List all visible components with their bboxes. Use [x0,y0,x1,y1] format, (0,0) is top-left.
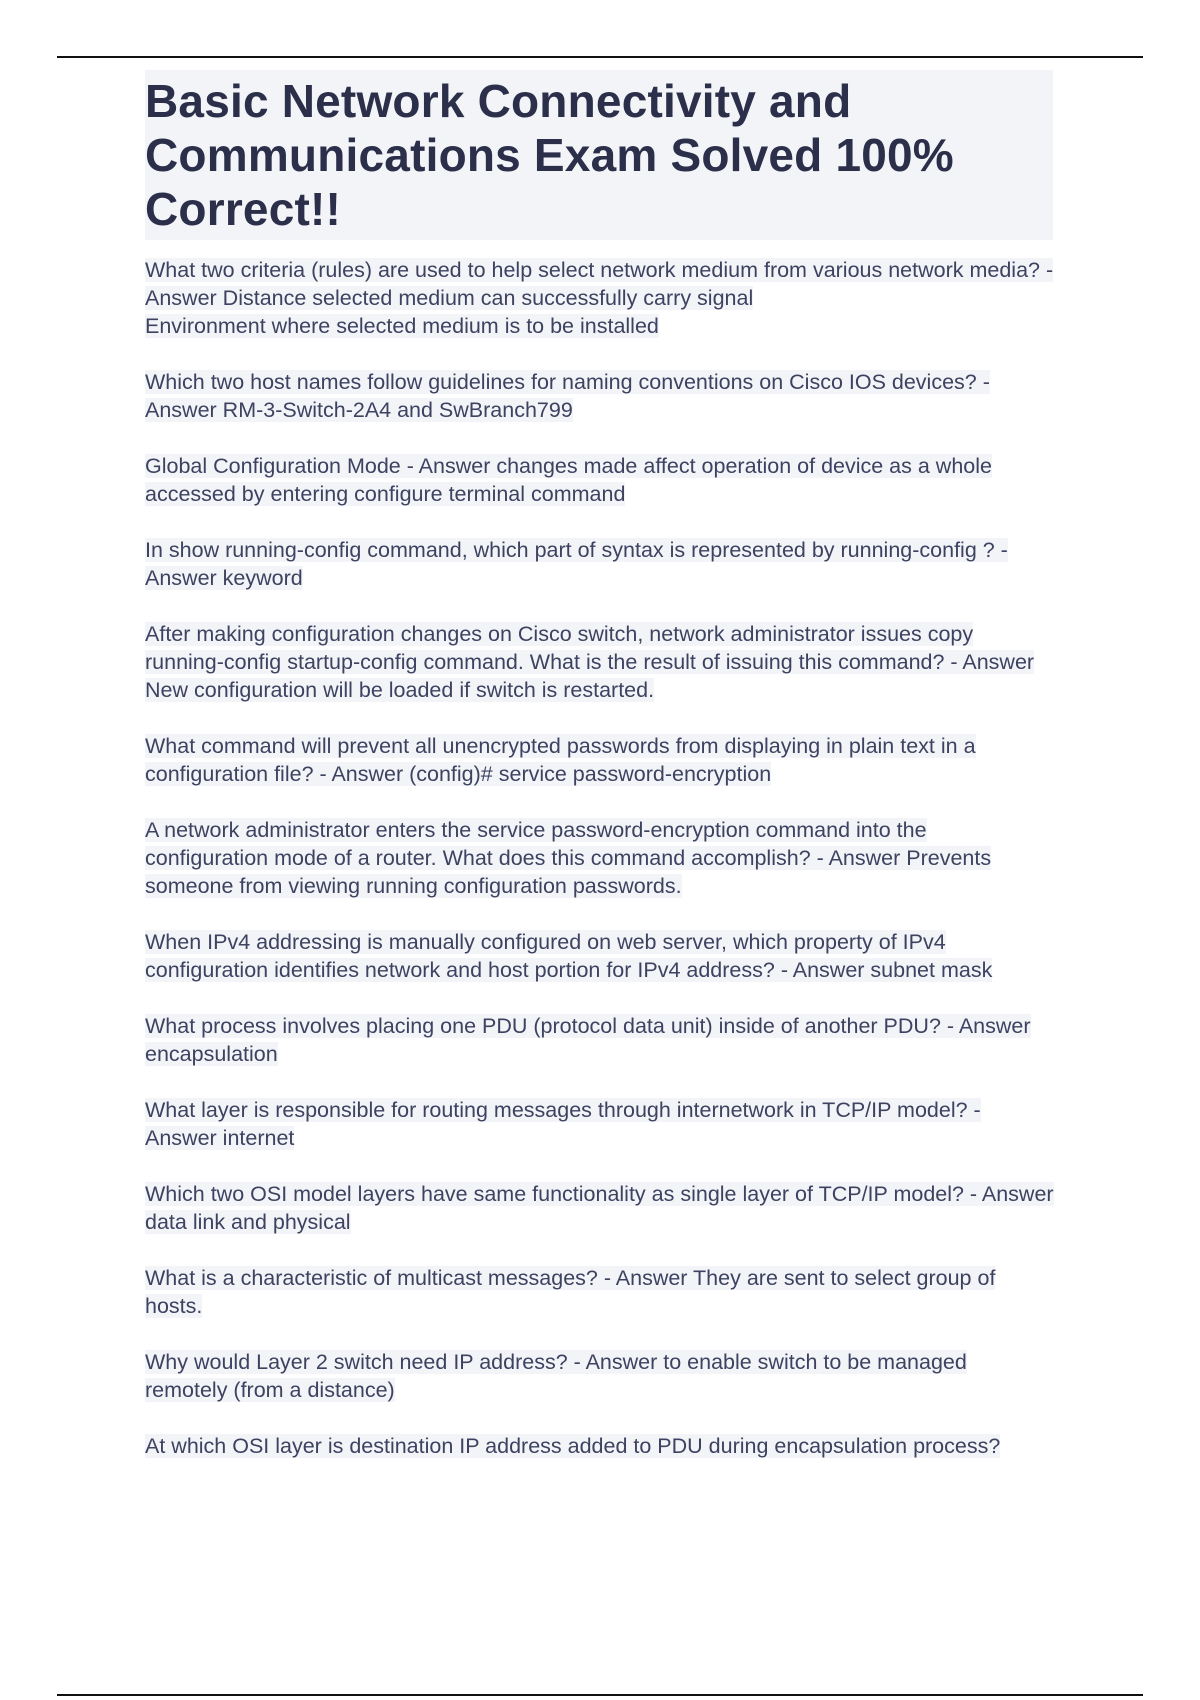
qa-item: Which two host names follow guidelines for naming conventions on Cisco IOS devices? - Answer RM-3-Switch-2A4 and SwBranch799 [145,370,990,422]
qa-item: Global Configuration Mode - Answer changes made affect operation of device as a whole accessed by entering configure terminal command [145,454,992,506]
top-rule [57,56,1143,58]
qa-item: Why would Layer 2 switch need IP address? - Answer to enable switch to be managed remotely (from a distance) [145,1350,967,1402]
qa-item: What layer is responsible for routing messages through internetwork in TCP/IP model? - Answer internet [145,1098,981,1150]
qa-item: At which OSI layer is destination IP address added to PDU during encapsulation process? [145,1434,1001,1458]
qa-item: Which two OSI model layers have same functionality as single layer of TCP/IP model? - Answer data link and physical [145,1182,1054,1234]
document-title: Basic Network Connectivity and Communications Exam Solved 100% Correct!! [145,75,954,235]
qa-item: After making configuration changes on Cisco switch, network administrator issues copy running-config startup-config command. What is the result of issuing this command? - Answer New configuration will be loaded if switch is restarted. [145,622,1035,702]
qa-item: In show running-config command, which part of syntax is represented by running-config ? - Answer keyword [145,538,1008,590]
qa-item: What process involves placing one PDU (protocol data unit) inside of another PDU? - Answer encapsulation [145,1014,1031,1066]
bottom-rule [57,1694,1143,1696]
title-block [145,70,1053,240]
qa-item: What is a characteristic of multicast messages? - Answer They are sent to select group of hosts. [145,1266,996,1318]
qa-list [145,256,1055,1460]
qa-item: What two criteria (rules) are used to help select network medium from various network media? - Answer Distance selected medium can successfully carry signal Environment where selected medium is to be installed [145,258,1054,338]
document-body [145,70,1055,1488]
qa-item: What command will prevent all unencrypted passwords from displaying in plain text in a configuration file? - Answer (config)# service password-encryption [145,734,976,786]
qa-item: A network administrator enters the service password-encryption command into the configuration mode of a router. What does this command accomplish? - Answer Prevents someone from viewing running configuration passwords. [145,818,992,898]
qa-item: When IPv4 addressing is manually configured on web server, which property of IPv4 configuration identifies network and host portion for IPv4 address? - Answer subnet mask [145,930,993,982]
